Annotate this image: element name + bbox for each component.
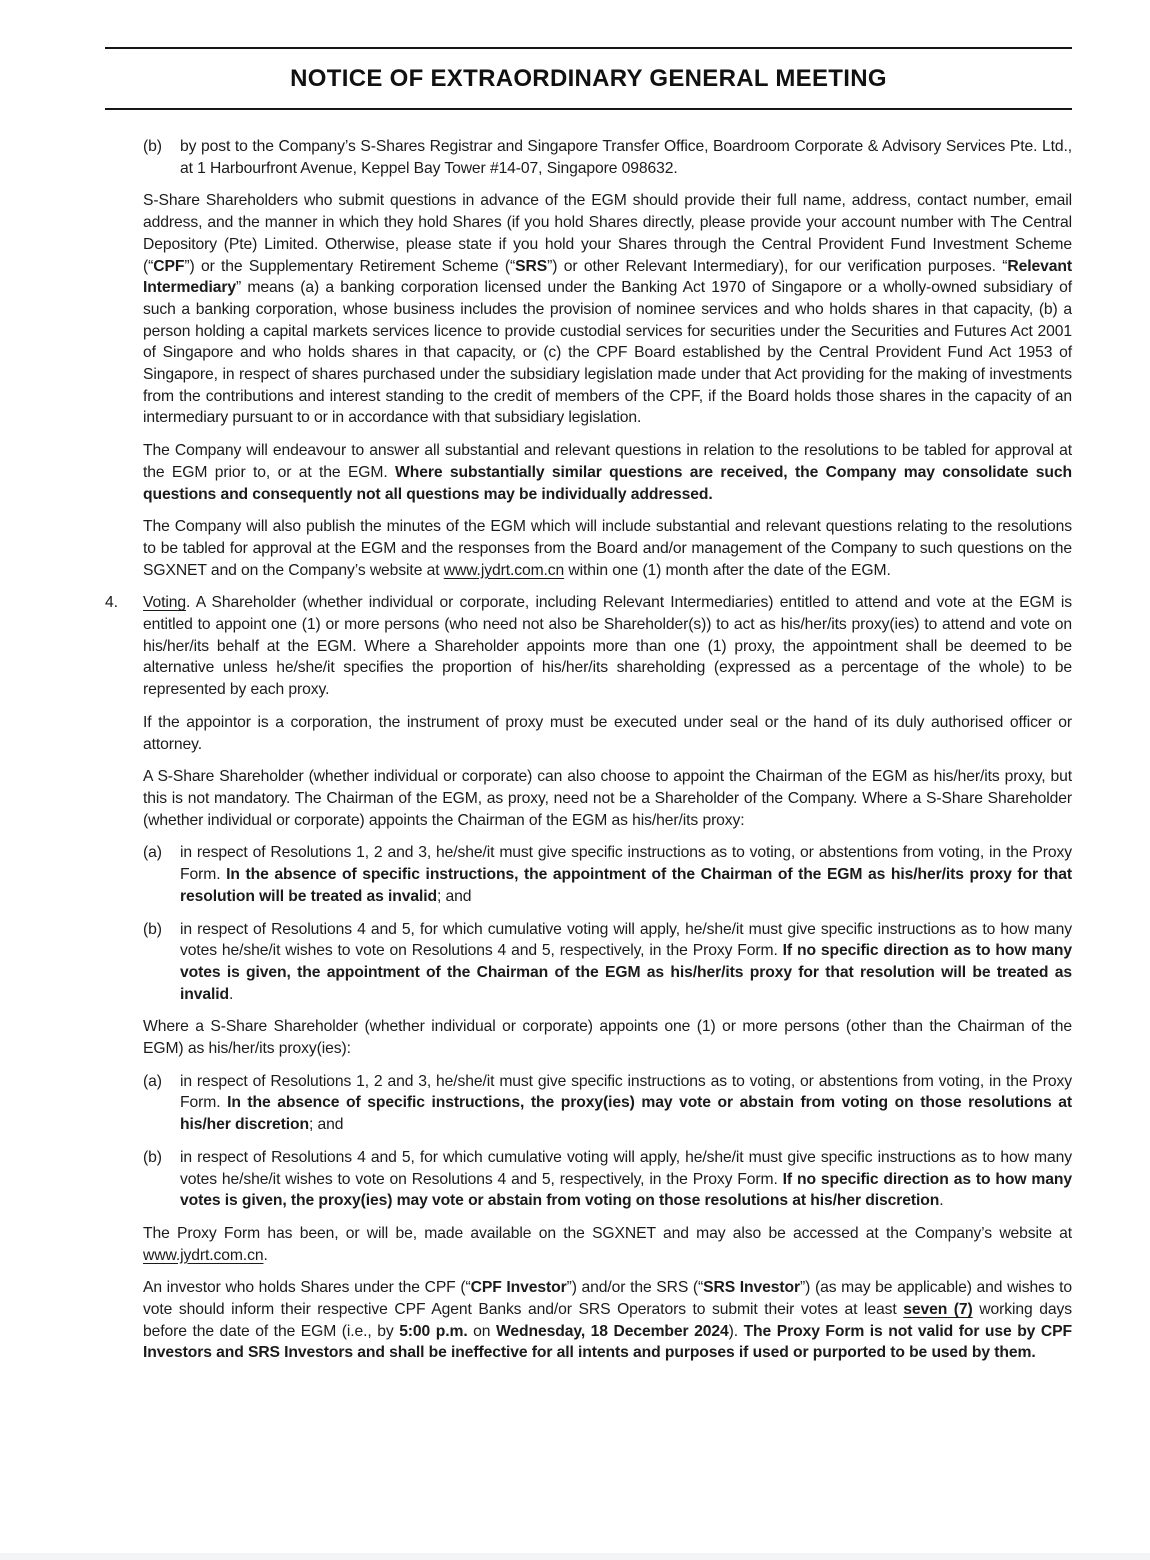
- text-run: ; and: [308, 1116, 344, 1134]
- bold-text: Relevant Intermediary: [143, 257, 1072, 297]
- text-run: The Company will endeavour to answer all substantial and relevant questions in relation to the resolutions to be tabled for approval at the EGM prior to, or at the EGM.: [143, 442, 1072, 481]
- text-run: in respect of Resolutions 1, 2 and 3, he/she/it must give specific instructions as to voting, or abstentions from voting, in the Proxy Form.: [180, 844, 1072, 884]
- text-run: in respect of Resolutions 4 and 5, for which cumulative voting will apply, he/she/it must give specific instructions as to how many votes he/she/it wishes to vote on Resolutions 4 and 5, respectively, in the Proxy Form.: [180, 920, 1072, 960]
- text-run: Where a S-Share Shareholder (whether individual or corporate) appoints one (1) or more persons (other than the Chairman of the EGM) as his/her/its proxy(ies):: [143, 1018, 1072, 1058]
- list-item-chairman-a: [143, 842, 1072, 907]
- paragraph-appointor-corporation: [143, 712, 1072, 755]
- paragraph-publish-minutes: [143, 516, 1072, 581]
- paragraph-chairman-intro: [143, 766, 1072, 831]
- list-marker: (b): [143, 1148, 162, 1166]
- text-run: ”) and/or the SRS (“: [566, 1279, 704, 1297]
- text-run: working days before the date of the EGM (i.e., by: [143, 1301, 1072, 1340]
- text-run: .: [229, 985, 234, 1003]
- paragraph-others-b: [180, 1147, 1072, 1212]
- text-run: ”) (as may be applicable) and wishes to vote should inform their respective CPF Agent Banks and/or SRS Operators to submit their votes at least: [143, 1279, 1072, 1319]
- list-marker: (b): [143, 138, 162, 155]
- text-run: ).: [728, 1322, 744, 1340]
- bold-underlined-text: seven (7): [903, 1301, 973, 1319]
- paragraph-chairman-b: [180, 919, 1072, 1006]
- paragraph-voting: [143, 592, 1072, 701]
- list-item-post: [143, 136, 1072, 179]
- bold-text: 5:00 p.m.: [399, 1322, 468, 1340]
- text-run: S-Share Shareholders who submit questions in advance of the EGM should provide their full name, address, contact number, email address, and the manner in which they hold Shares (if you hold Shares directly, please provide your account number with The Central Depository (Pte) Limited. Otherwise, please state if you hold your Shares through the Central Provident Fund Investment Scheme (“: [143, 192, 1072, 275]
- text-run: on: [467, 1322, 496, 1340]
- list-item-others-a: [143, 1071, 1072, 1136]
- paragraph-cpf-srs-investors: [143, 1277, 1072, 1364]
- bold-text: Wednesday, 18 December 2024: [496, 1322, 729, 1340]
- text-run: .: [939, 1192, 944, 1210]
- bold-text: SRS Investor: [703, 1279, 801, 1297]
- page-bottom-edge: [0, 1553, 1150, 1560]
- text-run: ” means (a) a banking corporation licensed under the Banking Act 1970 of Singapore or a wholly-owned subsidiary of such a banking corporation, whose business includes the provision of nominee services and who holds shares in that capacity, (b) a person holding a capital markets services licence to provide custodial services for securities under the Securities and Futures Act 2001 of Singapore and who holds shares in that capacity, or (c) the CPF Board established by the Central Provident Fund Act 1953 of Singapore, in respect of shares purchased under the subsidiary legislation made under that Act providing for the making of investments from the contributions and interest standing to the credit of members of the CPF, if the Board holds those shares in the capacity of an intermediary pursuant to or in accordance with that subsidiary legislation.: [143, 279, 1072, 427]
- text-run: . A Shareholder (whether individual or corporate, including Relevant Intermediaries) entitled to attend and vote at the EGM is entitled to appoint one (1) or more persons (who need not also be Shareholder(s)) to act as his/her/its proxy(ies) to attend and vote on his/her/its behalf at the EGM. Where a Shareholder appoints more than one (1) proxy, the appointment shall be deemed to be alternative unless he/she/it specifies the proportion of his/her/its shareholding (expressed as a percentage of the whole) to be represented by each proxy.: [143, 594, 1072, 699]
- text-run: by post to the Company’s S-Shares Registrar and Singapore Transfer Office, Boardroom Corporate & Advisory Services Pte. Ltd., at 1 Harbourfront Avenue, Keppel Bay Tower #14-07, Singapore 098632.: [180, 138, 1072, 177]
- bold-text: SRS: [515, 257, 548, 275]
- text-run: .: [263, 1246, 268, 1264]
- bold-text: CPF: [153, 257, 185, 275]
- underlined-text: www.jydrt.com.cn: [443, 561, 565, 579]
- paragraph-submit-questions: [143, 190, 1072, 429]
- text-run: ”) or the Supplementary Retirement Scheme (“: [184, 257, 516, 275]
- underlined-text: www.jydrt.com.cn: [143, 1246, 264, 1264]
- paragraph-post-address: [180, 136, 1072, 179]
- list-marker: (a): [143, 1072, 162, 1090]
- list-item-voting: [105, 592, 1072, 701]
- list-marker: 4.: [105, 594, 118, 612]
- text-run: The Proxy Form has been, or will be, made available on the SGXNET and may also be accessed at the Company’s website at: [143, 1224, 1072, 1242]
- text-run: A S-Share Shareholder (whether individual or corporate) can also choose to appoint the Chairman of the EGM as his/her/its proxy, but this is not mandatory. The Chairman of the EGM, as proxy, need not be a Shareholder of the Company. Where a S-Share Shareholder (whether individual or corporate) appoints the Chairman of the EGM as his/her/its proxy:: [143, 768, 1072, 829]
- list-item-chairman-b: [143, 919, 1072, 1006]
- list-marker: (b): [143, 920, 162, 938]
- bold-text: If no specific direction as to how many votes is given, the appointment of the Chairman of the EGM as his/her/its proxy for that resolution will be treated as invalid: [180, 942, 1072, 1003]
- list-marker: (a): [143, 844, 162, 862]
- page-title: NOTICE OF EXTRAORDINARY GENERAL MEETING: [290, 64, 887, 92]
- bold-text: The Proxy Form is not valid for use by CPF Investors and SRS Investors and shall be ineffective for all intents and purposes if used or purported to be used by them.: [143, 1322, 1072, 1362]
- paragraph-others-intro: [143, 1016, 1072, 1059]
- paragraph-chairman-a: [180, 842, 1072, 907]
- bold-text: In the absence of specific instructions, the appointment of the Chairman of the EGM as his/her/its proxy for that resolution will be treated as invalid: [180, 866, 1072, 905]
- list-item-others-b: [143, 1147, 1072, 1212]
- bold-text: In the absence of specific instructions, the proxy(ies) may vote or abstain from voting on those resolutions at his/her discretion: [180, 1094, 1072, 1134]
- bold-text: If no specific direction as to how many votes is given, the proxy(ies) may vote or abstain from voting on those resolutions at his/her discretion: [180, 1170, 1072, 1210]
- text-run: If the appointor is a corporation, the instrument of proxy must be executed under seal or the hand of its duly authorised officer or attorney.: [143, 713, 1072, 753]
- notice-title-block: [105, 47, 1072, 110]
- underlined-text: Voting: [143, 594, 187, 612]
- paragraph-proxy-form: [143, 1223, 1072, 1266]
- text-run: ; and: [436, 887, 472, 905]
- bold-text: CPF Investor: [470, 1279, 567, 1297]
- text-run: in respect of Resolutions 1, 2 and 3, he/she/it must give specific instructions as to voting, or abstentions from voting, in the Proxy Form.: [180, 1072, 1072, 1112]
- text-run: within one (1) month after the date of the EGM.: [564, 561, 891, 579]
- text-run: ”) or other Relevant Intermediary), for our verification purposes. “: [547, 257, 1008, 275]
- paragraph-endeavour-answer: [143, 440, 1072, 505]
- text-run: An investor who holds Shares under the CPF (“: [143, 1279, 471, 1297]
- paragraph-others-a: [180, 1071, 1072, 1136]
- bold-text: Where substantially similar questions are received, the Company may consolidate such questions and consequently not all questions may be individually addressed.: [143, 463, 1072, 503]
- document-body: [105, 136, 1072, 1364]
- text-run: The Company will also publish the minutes of the EGM which will include substantial and relevant questions relating to the resolutions to be tabled for approval at the EGM and the responses from the Board and/or management of the Company to such questions on the SGXNET and on the Company’s website at: [143, 518, 1072, 579]
- text-run: in respect of Resolutions 4 and 5, for which cumulative voting will apply, he/she/it must give specific instructions as to how many votes he/she/it wishes to vote on Resolutions 4 and 5, respectively, in the Proxy Form.: [180, 1148, 1072, 1188]
